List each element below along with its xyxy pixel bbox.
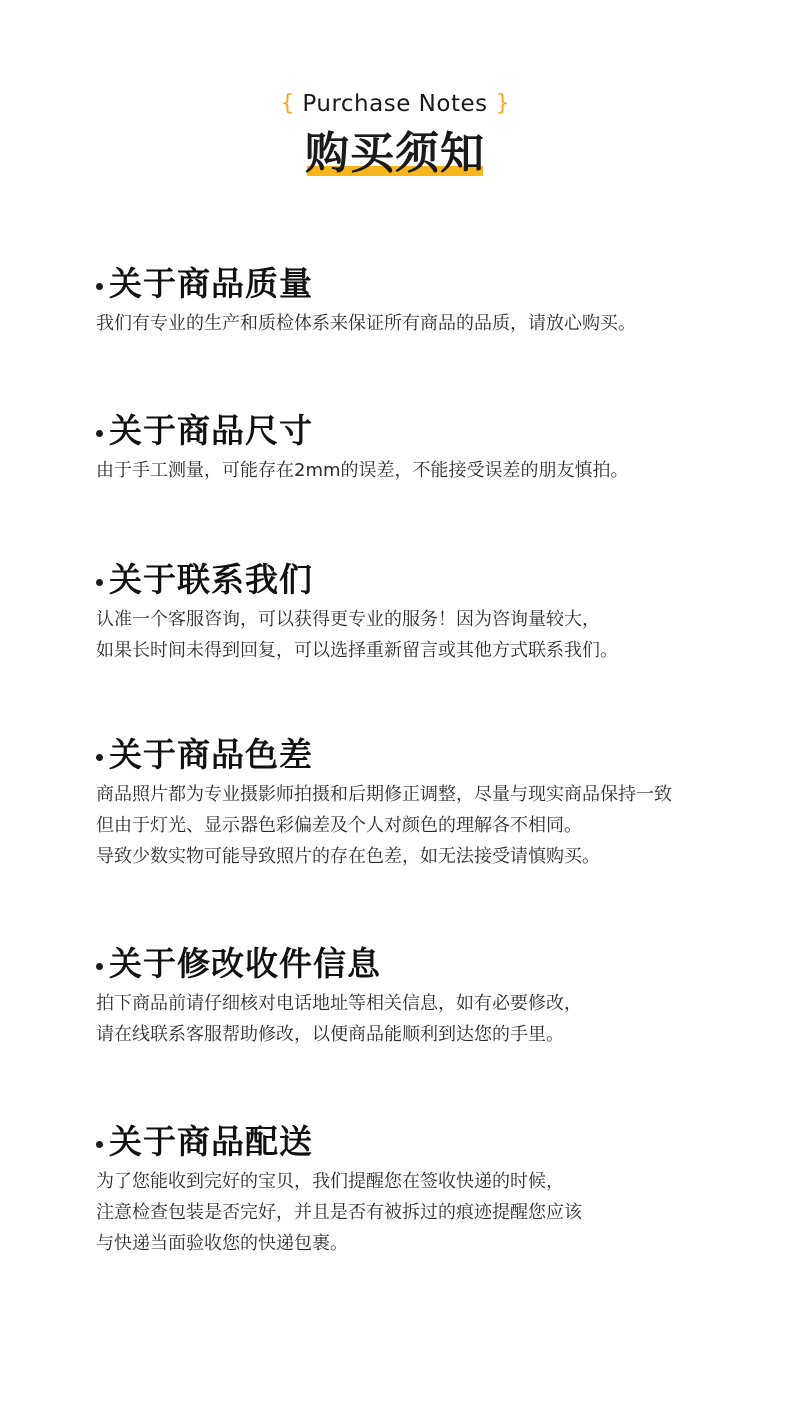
- section-heading: [96, 1118, 756, 1166]
- section-title: 关于商品配送: [109, 1122, 313, 1161]
- section-text-line: 请在线联系客服帮助修改，以便商品能顺利到达您的手里。: [96, 1024, 564, 1045]
- section-modify-address: [96, 940, 756, 1050]
- bullet-dot: [96, 430, 103, 437]
- subtitle-row: [0, 86, 790, 122]
- bullet-dot: [96, 754, 103, 761]
- section-heading: [96, 260, 756, 308]
- section-text-line: 我们有专业的生产和质检体系来保证所有商品的品质，请放心购买。: [96, 313, 636, 334]
- section-text-line: 由于手工测量，可能存在2mm的误差，不能接受误差的朋友慎拍。: [96, 460, 629, 481]
- section-text-line: 商品照片都为专业摄影师拍摄和后期修正调整，尽量与现实商品保持一致: [96, 784, 672, 805]
- section-size: [96, 407, 756, 486]
- section-title: 关于修改收件信息: [109, 944, 381, 983]
- section-color-difference: [96, 731, 756, 872]
- section-text-line: 认准一个客服咨询，可以获得更专业的服务！因为咨询量较大，: [96, 609, 600, 630]
- section-contact: [96, 556, 756, 666]
- section-title: 关于联系我们: [109, 560, 313, 599]
- section-heading: [96, 731, 756, 779]
- section-text-line: 为了您能收到完好的宝贝，我们提醒您在签收快递的时候，: [96, 1171, 564, 1192]
- bullet-dot: [96, 283, 103, 290]
- page-header: [0, 86, 790, 182]
- page-title: 购买须知: [305, 128, 485, 179]
- left-brace: {: [280, 91, 295, 116]
- section-title: 关于商品质量: [109, 264, 313, 303]
- title-wrap: [305, 126, 485, 182]
- section-heading: [96, 407, 756, 455]
- section-title: 关于商品尺寸: [109, 411, 313, 450]
- section-quality: [96, 260, 756, 339]
- right-brace: }: [495, 91, 510, 116]
- bullet-dot: [96, 963, 103, 970]
- bullet-dot: [96, 1141, 103, 1148]
- section-title: 关于商品色差: [109, 735, 313, 774]
- section-heading: [96, 556, 756, 604]
- page-subtitle: Purchase Notes: [302, 91, 488, 117]
- section-heading: [96, 940, 756, 988]
- section-delivery: [96, 1118, 756, 1259]
- section-text-line: 拍下商品前请仔细核对电话地址等相关信息，如有必要修改，: [96, 993, 582, 1014]
- section-text-line: 如果长时间未得到回复，可以选择重新留言或其他方式联系我们。: [96, 640, 618, 661]
- section-text-line: 与快递当面验收您的快递包裹。: [96, 1233, 348, 1254]
- section-text-line: 但由于灯光、显示器色彩偏差及个人对颜色的理解各不相同。: [96, 815, 582, 836]
- bullet-dot: [96, 579, 103, 586]
- section-text-line: 注意检查包装是否完好，并且是否有被拆过的痕迹提醒您应该: [96, 1202, 582, 1223]
- section-text-line: 导致少数实物可能导致照片的存在色差，如无法接受请慎购买。: [96, 846, 600, 867]
